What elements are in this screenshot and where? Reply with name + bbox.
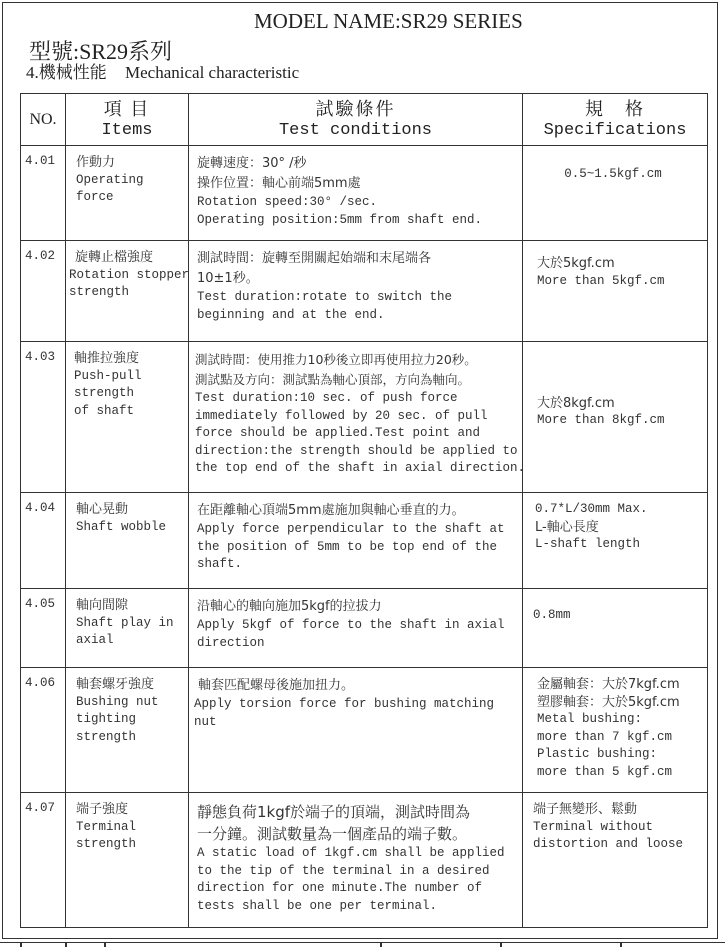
spec-line: more than 5 kgf.cm [537, 764, 673, 779]
item-zh: 軸推拉強度 [74, 351, 140, 366]
row-item [66, 342, 189, 493]
cond-zh-line: 軸套匹配螺母後施加扭力。 [198, 678, 355, 693]
table-divider [104, 943, 106, 947]
cond-en-line: force should be applied.Test point and [195, 426, 481, 440]
table-row [21, 793, 708, 928]
header-conditions-zh: 試驗條件 [315, 98, 396, 119]
spec-line: Metal bushing: [537, 712, 643, 726]
title-en: MODEL NAME:SR29 SERIES [254, 9, 523, 33]
section-heading [26, 58, 299, 83]
row-number: 4.03 [21, 342, 66, 493]
spec-line: Terminal without [533, 819, 654, 834]
spec-line: 金屬軸套：大於7kgf.cm [537, 677, 680, 692]
cond-en-line: direction for one minute.The number of [197, 881, 483, 895]
cond-en-line: shaft. [197, 557, 243, 571]
item-en-line: strength [74, 386, 135, 400]
item-zh: 旋轉止檔強度 [75, 250, 154, 265]
cond-zh-line: 沿軸心的軸向施加5kgf的拉拔力 [197, 599, 382, 614]
row-specification [523, 668, 708, 793]
item-en-line: Terminal [76, 819, 137, 834]
row-specification [523, 146, 708, 241]
cond-en-line: Apply torsion force for bushing matching [194, 697, 495, 711]
row-item [66, 493, 189, 589]
title-zh: 型號:SR29系列 [29, 39, 173, 64]
cond-zh-line: 10±1秒。 [197, 271, 259, 286]
spec-line: 塑膠軸套：大於5kgf.cm [537, 694, 680, 710]
cond-en-line: the position of 5mm to be top end of the [197, 539, 498, 554]
cond-en-line: Operating position:5mm from shaft end. [197, 212, 483, 227]
cond-zh-line: 在距離軸心頂端5mm處施加與軸心垂直的力。 [197, 503, 465, 518]
item-en-line: force [76, 190, 114, 204]
header-items-en: Items [101, 120, 153, 140]
spec-line: More than 5kgf.cm [537, 273, 665, 288]
header-items-zh: 項 目 [103, 98, 151, 119]
cond-en-line: immediately followed by 20 sec. of pull [195, 408, 488, 423]
table-divider [20, 943, 22, 947]
row-conditions [189, 241, 523, 342]
spec-line: L-軸心長度 [535, 519, 599, 535]
cond-zh-line: 一分鐘。測試數量為一個產品的端子數。 [197, 825, 468, 843]
table-divider [65, 943, 67, 947]
cond-en-line: direction [197, 635, 265, 650]
item-en-line: of shaft [74, 403, 135, 418]
item-en-line: Shaft wobble [76, 519, 167, 534]
row-conditions [189, 146, 523, 241]
item-en-line: Bushing nut [76, 694, 159, 709]
spec-line: 端子無變形、鬆動 [533, 802, 638, 817]
row-specification [523, 342, 708, 493]
row-conditions [189, 342, 526, 493]
row-item [66, 146, 189, 241]
row-item [66, 241, 189, 342]
cond-en-line: beginning and at the end. [197, 307, 385, 322]
item-zh: 軸心晃動 [76, 502, 129, 517]
table-header-row [21, 94, 708, 146]
spec-line: more than 7 kgf.cm [537, 729, 673, 744]
cond-en-line: Test duration:rotate to switch the [197, 290, 453, 304]
row-specification [523, 241, 708, 342]
cond-en-line: Rotation speed:30° /sec. [197, 195, 378, 209]
row-number: 4.01 [21, 146, 66, 241]
section-title-zh: 機械性能 [38, 63, 107, 82]
item-en-line: tighting [76, 712, 137, 726]
row-conditions [189, 793, 523, 928]
spec-line: 0.8mm [533, 608, 571, 622]
item-en-line: strength [76, 729, 137, 744]
header-specs-en: Specifications [543, 120, 687, 140]
spec-line: 大於8kgf.cm [537, 395, 615, 411]
item-zh: 軸向間隙 [76, 598, 129, 613]
table-divider [380, 943, 382, 947]
table-divider [620, 943, 622, 947]
table-divider [500, 943, 502, 947]
spec-line: 大於5kgf.cm [537, 256, 615, 271]
row-item [66, 589, 189, 668]
section-title-en: Mechanical characteristic [125, 63, 300, 82]
row-specification [523, 589, 708, 668]
header-specifications [523, 94, 708, 146]
next-page-table-edge [0, 942, 725, 947]
header-specs-zh: 規 格 [585, 98, 645, 119]
mechanical-spec-table [20, 93, 708, 928]
spec-line: distortion and loose [533, 837, 684, 851]
item-zh: 作動力 [76, 155, 116, 170]
table-row [21, 146, 708, 241]
table-row [21, 668, 708, 793]
cond-zh-line: 測試時間：旋轉至開關起始端和末尾端各 [197, 251, 432, 266]
cond-en-line: Apply force perpendicular to the shaft at [197, 522, 505, 536]
cond-zh-line: 操作位置：軸心前端5mm處 [197, 176, 361, 191]
item-en-line: strength [76, 837, 137, 851]
item-en-line: Operating [76, 172, 144, 187]
cond-en-line: the top end of the shaft in axial direction. [195, 461, 526, 475]
table-row [21, 589, 708, 668]
item-zh: 軸套螺牙強度 [76, 677, 155, 692]
spec-line: 0.5~1.5kgf.cm [564, 167, 662, 181]
row-item [66, 793, 189, 928]
header-conditions [189, 94, 523, 146]
cond-en-line: direction:the strength should be applied to [195, 443, 518, 458]
table-row [21, 342, 708, 493]
row-number: 4.02 [21, 241, 66, 342]
row-item [66, 668, 189, 793]
header-items [66, 94, 189, 146]
spec-line: More than 8kgf.cm [537, 413, 665, 427]
header-no: NO. [21, 94, 66, 146]
cond-en-line: to the tip of the terminal in a desired [197, 863, 490, 878]
section-number: 4. [26, 63, 39, 82]
table-row [21, 241, 708, 342]
item-en-line: Rotation stopper [69, 267, 190, 282]
spec-line: L-shaft length [535, 537, 641, 551]
spec-line: 0.7*L/30mm Max. [535, 502, 648, 516]
row-number: 4.04 [21, 493, 66, 589]
cond-en-line: Test duration:10 sec. of push force [195, 391, 458, 405]
cond-zh-line: 測試時間：使用推力10秒後立即再使用拉力20秒。 [195, 352, 477, 367]
cond-en-line: nut [194, 714, 217, 729]
row-specification [523, 793, 708, 928]
item-zh: 端子強度 [76, 802, 129, 817]
cond-en-line: A static load of 1kgf.cm shall be applied [197, 846, 505, 860]
cond-zh-line: 靜態負荷1kgf於端子的頂端，測試時間為 [197, 803, 471, 821]
cond-en-line: tests shall be one per terminal. [197, 898, 438, 913]
row-conditions [189, 493, 523, 589]
row-conditions [189, 668, 523, 793]
item-en-line: axial [76, 633, 114, 647]
row-conditions [189, 589, 523, 668]
table-row [21, 493, 708, 589]
row-number: 4.05 [21, 589, 66, 668]
spec-line: Plastic bushing: [537, 747, 658, 761]
header-conditions-en: Test conditions [278, 120, 433, 140]
cond-zh-line: 旋轉速度：30° /秒 [197, 156, 307, 171]
row-number: 4.07 [21, 793, 66, 928]
item-en-line: Push-pull [74, 368, 142, 383]
row-specification [523, 493, 708, 589]
item-en-line: strength [69, 285, 130, 299]
cond-en-line: Apply 5kgf of force to the shaft in axial [197, 618, 505, 632]
cond-zh-line: 測試點及方向：測試點為軸心頂部，方向為軸向。 [195, 372, 471, 387]
row-number: 4.06 [21, 668, 66, 793]
item-en-line: Shaft play in [76, 615, 174, 630]
